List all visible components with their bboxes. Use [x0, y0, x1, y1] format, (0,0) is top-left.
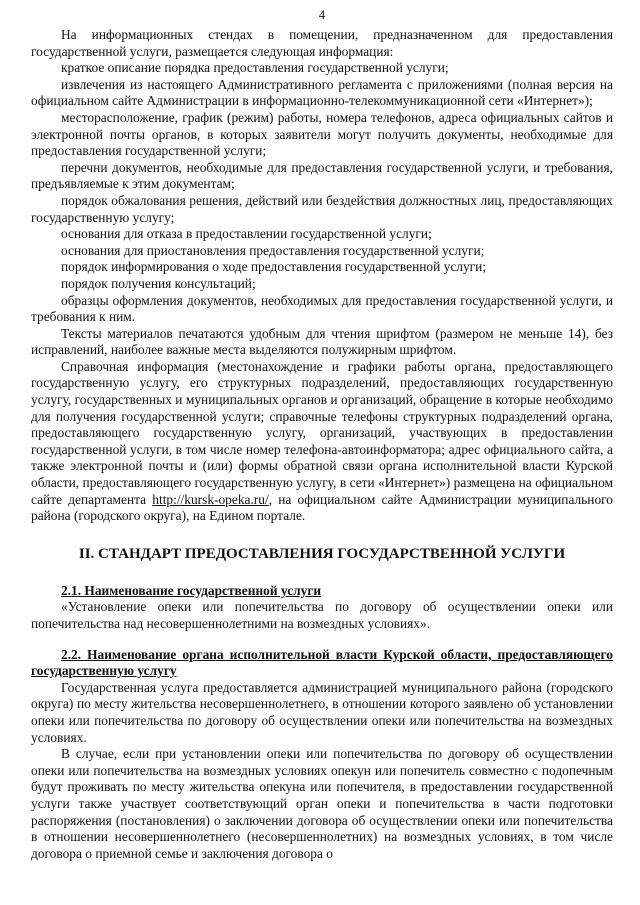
reference-text-after: , на официальном сайте Администрации муниципального района (городского округа), на Едином портале. [31, 491, 614, 524]
document-page [31, 0, 613, 905]
authority-paragraph: Государственная услуга предоставляется администрацией муниципального района (городского округа) по месту жительства несовершеннолетнего, в отношении которого заявлено об установлении опеки или попечительства по договору об осуществлении опеки или попечительства на возмездных условиях. [31, 679, 613, 745]
subsection-heading-text: 2.2. Наименование органа исполнительной власти Курской области, предоставляющего государственную услугу [31, 646, 613, 679]
info-list-item: основания для отказа в предоставлении государственной услуги; [61, 226, 432, 242]
info-list-item: образцы оформления документов, необходимых для предоставления государственной услуги, и требования к ним. [31, 292, 613, 325]
info-list-item: перечни документов, необходимые для предоставления государственной услуги, и требования, предъявляемые к этим документам; [31, 159, 613, 192]
info-list-item: порядок информирования о ходе предоставления государственной услуги; [61, 259, 487, 275]
reference-text-before: Справочная информация (местонахождение и графики работы органа, предоставляющего государственную услугу, его структурных подразделений, предоставляющих государственную услугу, государственных и муниципальных органов и организаций, обращение в которые необходимо для получения государственной услуги; справочные телефоны структурных подразделений органа, предоставляющего государственную услугу, организаций, участвующих в предоставлении государственной услуги, в том числе номер телефона-автоинформатора; адрес официального сайта, а также электронной почты и (или) формы обратной связи органа исполнительной власти Курской области, предоставляющего государственную услугу, в сети «Интернет») размещена на официальном сайте департамента [31, 358, 613, 507]
info-list-item: основания для приостановления предоставления государственной услуги; [61, 242, 485, 258]
info-list-item: месторасположение, график (режим) работы, номера телефонов, адреса официальных сайтов и электронной почты органов, в которых заявители могут получить документы, необходимые для предоставления государственной услуги; [31, 109, 613, 159]
reference-info-paragraph [31, 359, 613, 525]
section-title: II. СТАНДАРТ ПРЕДОСТАВЛЕНИЯ ГОСУДАРСТВЕННОЙ УСЛУГИ [78, 545, 566, 562]
info-list-item: краткое описание порядка предоставления государственной услуги; [61, 60, 449, 76]
subsection-heading [31, 647, 613, 680]
subsection-heading-text: 2.1. Наименование государственной услуги [61, 582, 322, 598]
authority-paragraph: В случае, если при установлении опеки или попечительства по договору об осуществлении опеки или попечительства на возмездных условиях опекун или попечитель совместно с подопечным будут проживать по месту жительства опекуна или попечителя, в предоставлении государственной услуги также участвует соответствующий орган опеки и попечительства в части подготовки распоряжения (постановления) о заключении договора об осуществлении опеки или попечительства в отношении несовершеннолетнего (несовершеннолетних) на возмездных условиях, в том числе договора о приемной семье и заключения договора о [31, 746, 613, 861]
subsection-heading [31, 583, 613, 600]
font-requirements-paragraph: Тексты материалов печатаются удобным для чтения шрифтом (размером не меньше 14), без исправлений, наиболее важные места выделяются полужирным шрифтом. [31, 325, 613, 358]
info-list-item: порядок обжалования решения, действий или бездействия должностных лиц, предоставляющих государственную услугу; [31, 192, 613, 225]
service-name-paragraph: «Установление опеки или попечительства по договору об осуществлении опеки или попечительства над несовершеннолетними на возмездных условиях». [31, 599, 613, 631]
info-paragraph: На информационных стендах в помещении, предназначенном для предоставления государственной услуги, размещается следующая информация: [31, 27, 613, 59]
page-number: 4 [318, 8, 326, 22]
info-list-item: извлечения из настоящего Административного регламента с приложениями (полная версия на официальном сайте Администрации в информационно-телекоммуникационной сети «Интернет»); [31, 76, 613, 109]
info-list-item: порядок получения консультаций; [61, 275, 256, 291]
department-website-link[interactable]: http://kursk-opeka.ru/ [152, 491, 269, 507]
